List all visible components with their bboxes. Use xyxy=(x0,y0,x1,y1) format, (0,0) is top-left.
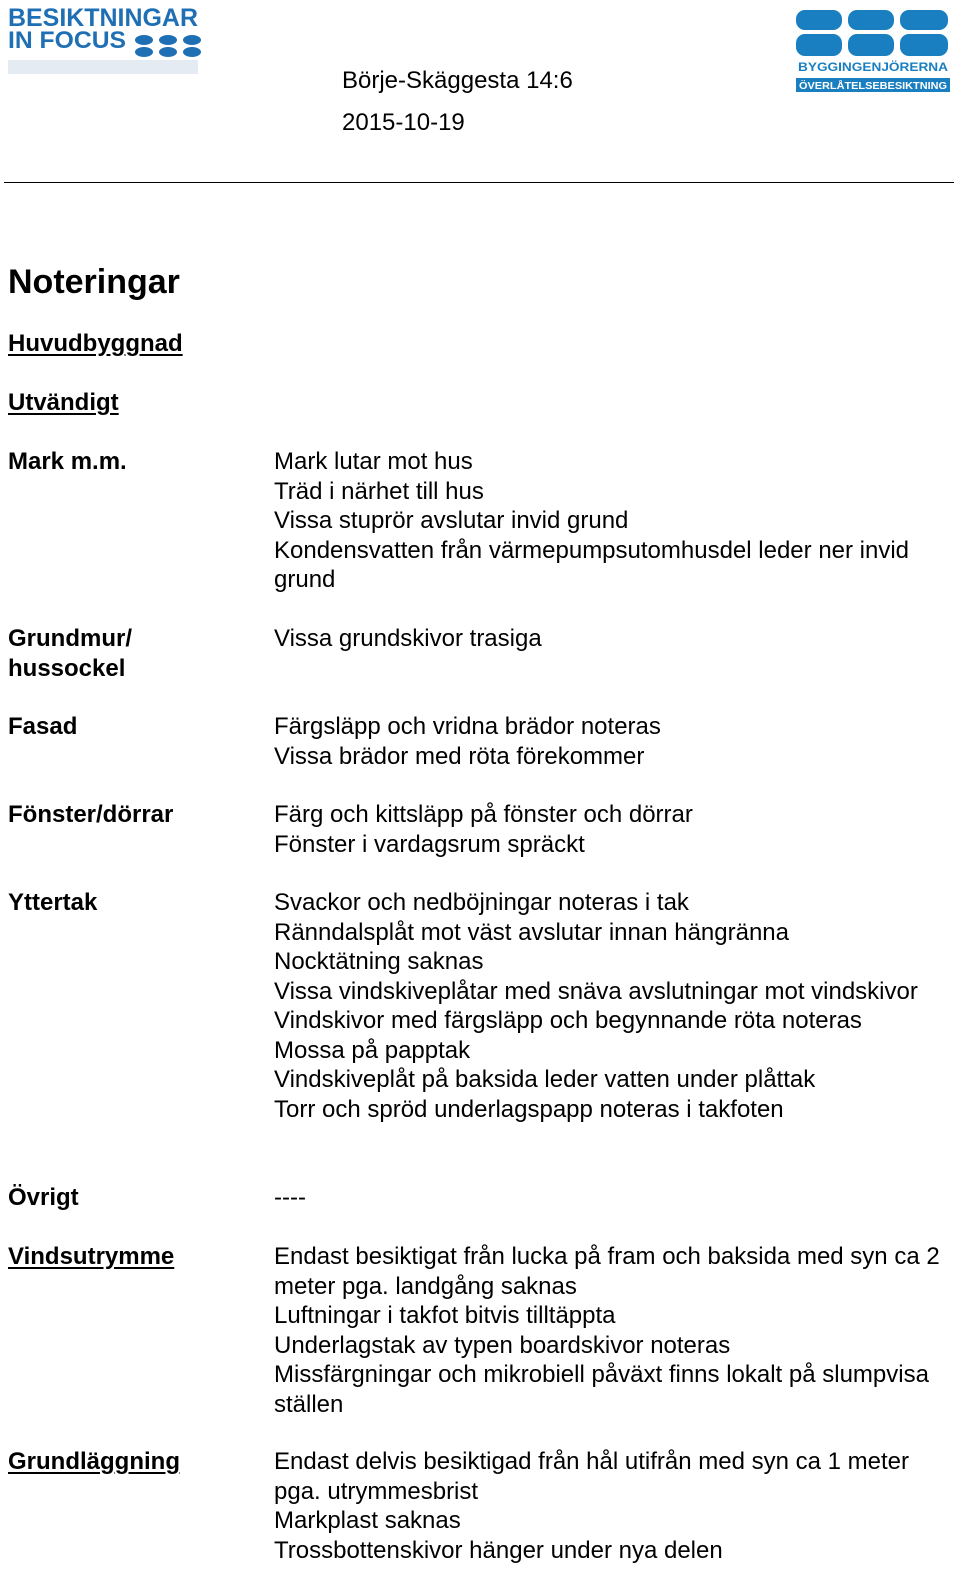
note-line: Färg och kittsläpp på fönster och dörrar xyxy=(274,801,693,828)
note-line: ---- xyxy=(274,1184,306,1211)
header-divider xyxy=(4,182,954,183)
byggingenjorerna-logo xyxy=(796,10,952,94)
note-line: Endast delvis besiktigad från hål utifrån med syn ca 1 meter pga. utrymmesbrist xyxy=(274,1448,909,1505)
row-label: Grundläggning xyxy=(8,1448,180,1475)
note-line: Trossbottenskivor hänger under nya delen xyxy=(274,1536,723,1564)
logo-left-line1: BESIKTNINGAR xyxy=(8,4,198,32)
row-notes xyxy=(274,800,960,859)
note-line: Underlagstak av typen boardskivor noteras xyxy=(274,1331,731,1359)
row-notes xyxy=(274,1242,960,1419)
inspection-date: 2015-10-19 xyxy=(342,109,465,136)
row-label: Grundmur/ hussockel xyxy=(8,625,132,682)
note-line: Träd i närhet till hus xyxy=(274,477,484,505)
row-notes xyxy=(274,1447,960,1565)
note-line: Torr och spröd underlagspapp noteras i takfoten xyxy=(274,1095,784,1123)
page-title: Noteringar xyxy=(8,263,180,301)
note-line: Vissa vindskiveplåtar med snäva avslutningar mot vindskivor xyxy=(274,977,918,1005)
row-notes xyxy=(274,712,960,771)
note-line: Ränndalsplåt mot väst avslutar innan hängränna xyxy=(274,918,789,946)
logo-right-line1: BYGGINGENJÖRERNA xyxy=(798,60,931,74)
note-line: Vissa brädor med röta förekommer xyxy=(274,742,645,770)
note-line: Mark lutar mot hus xyxy=(274,448,473,475)
section-heading-exterior: Utvändigt xyxy=(8,389,119,416)
row-notes xyxy=(274,624,960,654)
note-line: Vindskiveplåt på baksida leder vatten under plåttak xyxy=(274,1066,816,1093)
section-heading-main-building: Huvudbyggnad xyxy=(8,330,183,357)
row-label: Fasad xyxy=(8,713,78,740)
note-line: Nocktätning saknas xyxy=(274,948,484,975)
note-line: Vissa stuprör avslutar invid grund xyxy=(274,507,629,534)
logo-right-line2: ÖVERLÅTELSEBESIKTNING xyxy=(799,81,935,92)
besiktningar-in-focus-logo xyxy=(8,4,204,78)
sbr-mark xyxy=(796,10,948,56)
note-line: Mossa på papptak xyxy=(274,1036,471,1064)
row-label: Vindsutrymme xyxy=(8,1243,175,1270)
note-line: Kondensvatten från värmepumpsutomhusdel leder ner invid grund xyxy=(274,536,910,593)
property-address: Börje-Skäggesta 14:6 xyxy=(342,67,573,94)
logo-dots xyxy=(135,35,201,57)
note-line: Luftningar i takfot bitvis tilltäppta xyxy=(274,1302,616,1329)
row-notes xyxy=(274,447,960,595)
row-notes xyxy=(274,1183,960,1213)
note-line: Färgsläpp och vridna brädor noteras xyxy=(274,713,661,740)
row-label: Fönster/dörrar xyxy=(8,801,174,828)
row-label: Mark m.m. xyxy=(8,448,127,475)
note-line: Markplast saknas xyxy=(274,1507,461,1534)
row-label: Yttertak xyxy=(8,889,98,916)
note-line: Fönster i vardagsrum spräckt xyxy=(274,830,585,858)
logo-reflection xyxy=(8,60,198,74)
note-line: Svackor och nedböjningar noteras i tak xyxy=(274,889,689,916)
note-line: Vindskivor med färgsläpp och begynnande röta noteras xyxy=(274,1007,862,1034)
note-line: Endast besiktigat från lucka på fram och baksida med syn ca 2 meter pga. landgång saknas xyxy=(274,1243,940,1300)
note-line: Vissa grundskivor trasiga xyxy=(274,625,542,652)
row-notes xyxy=(274,888,960,1124)
note-line: Missfärgningar och mikrobiell påväxt finns lokalt på slumpvisa ställen xyxy=(274,1361,929,1418)
row-label: Övrigt xyxy=(8,1184,79,1211)
logo-left-line2: IN FOCUS xyxy=(8,27,126,54)
